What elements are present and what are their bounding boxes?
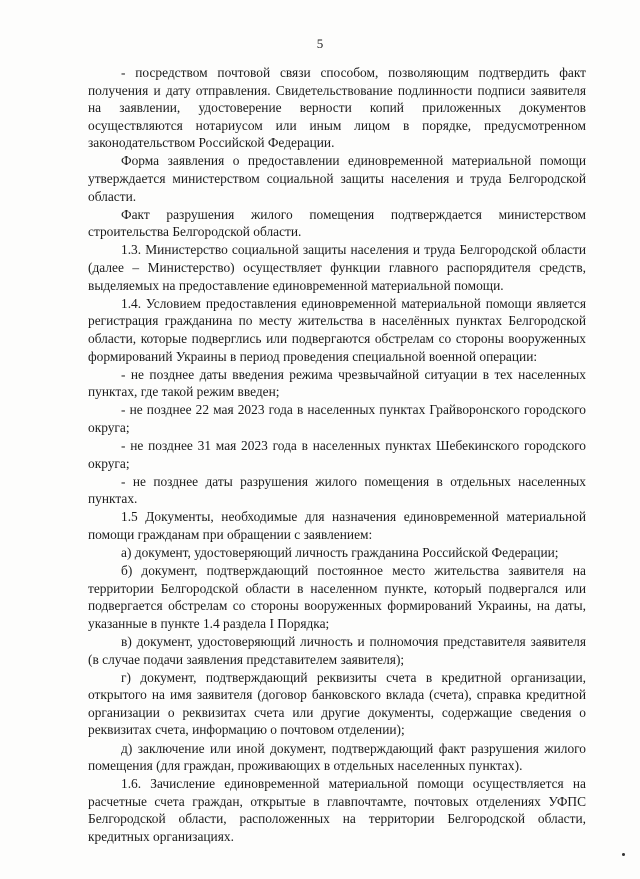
list-item-b: б) документ, подтверждающий постоянное место жительства заявителя на территории Белгородской области в населенном пункте, который подвергался или подвергается обстрелам со стороны вооруженных формирований Украины, на даты, указанные в пункте 1.4 раздела I Порядка;: [88, 563, 586, 631]
paragraph-1-6: 1.6. Зачисление единовременной материальной помощи осуществляется на расчетные счета граждан, открытые в главпочтамте, почтовых отделениях УФПС Белгородской области, расположенных на территории Белгородской области, кредитных организациях.: [88, 776, 586, 845]
page-number: 5: [316, 36, 324, 51]
paragraph-application-form: Форма заявления о предоставлении единовременной материальной помощи утверждается министерством социальной защиты населения и труда Белгородской области.: [88, 153, 586, 204]
paragraph-1-4: 1.4. Условием предоставления единовременной материальной помощи является регистрация гражданина по месту жительства в населённых пунктах Белгородской области, которые подверглись или подвергаются обстрелам со стороны вооруженных формирований Украины в период проведения специальной военной операции:: [88, 295, 586, 364]
list-item-graivoron: - не позднее 22 мая 2023 года в населенных пунктах Грайворонского городского округа;: [88, 402, 586, 435]
list-item-a: а) документ, удостоверяющий личность гражданина Российской Федерации;: [121, 545, 559, 561]
list-item-d: д) заключение или иной документ, подтверждающий факт разрушения жилого помещения (для граждан, проживающих в отдельных населенных пунктах).: [88, 740, 586, 774]
list-item-shebekino: - не позднее 31 мая 2023 года в населенных пунктах Шебекинского городского округа;: [88, 437, 586, 471]
list-item-v: в) документ, удостоверяющий личность и полномочия представителя заявителя (в случае подачи заявления представителем заявителя);: [88, 634, 586, 667]
paragraph-1-3: 1.3. Министерство социальной защиты населения и труда Белгородской области (далее – Министерство) осуществляет функции главного распорядителя средств, выделяемых на предоставление единовременной материальной помощи.: [88, 242, 586, 293]
scan-artifact-dot: [622, 853, 625, 856]
list-item-emergency-date: - не позднее даты введения режима чрезвычайной ситуации в тех населенных пунктах, где такой режим введен;: [88, 366, 586, 400]
paragraph-postal-submission: - посредством почтовой связи способом, позволяющим подтвердить факт получения и дату отправления. Свидетельствование подлинности подписи заявителя на заявлении, удостоверение верности копий приложенных документов осуществляются нотариусом или иным лицом в порядке, предусмотренном законодательством Российской Федерации.: [88, 65, 586, 151]
paragraph-1-5: 1.5 Документы, необходимые для назначения единовременной материальной помощи гражданам при обращении с заявлением:: [88, 509, 586, 542]
list-item-destruction-date: - не позднее даты разрушения жилого помещения в отдельных населенных пунктах.: [88, 473, 586, 507]
paragraph-destruction-fact: Факт разрушения жилого помещения подтверждается министерством строительства Белгородской области.: [88, 206, 586, 240]
document-body: [88, 64, 586, 846]
list-item-g: г) документ, подтверждающий реквизиты счета в кредитной организации, открытого на имя заявителя (договор банковского вклада (счета), справка кредитной организации о реквизитах счета или другие документы, содержащие сведения о реквизитах счета, информацию о почтовом отделении);: [88, 669, 586, 738]
